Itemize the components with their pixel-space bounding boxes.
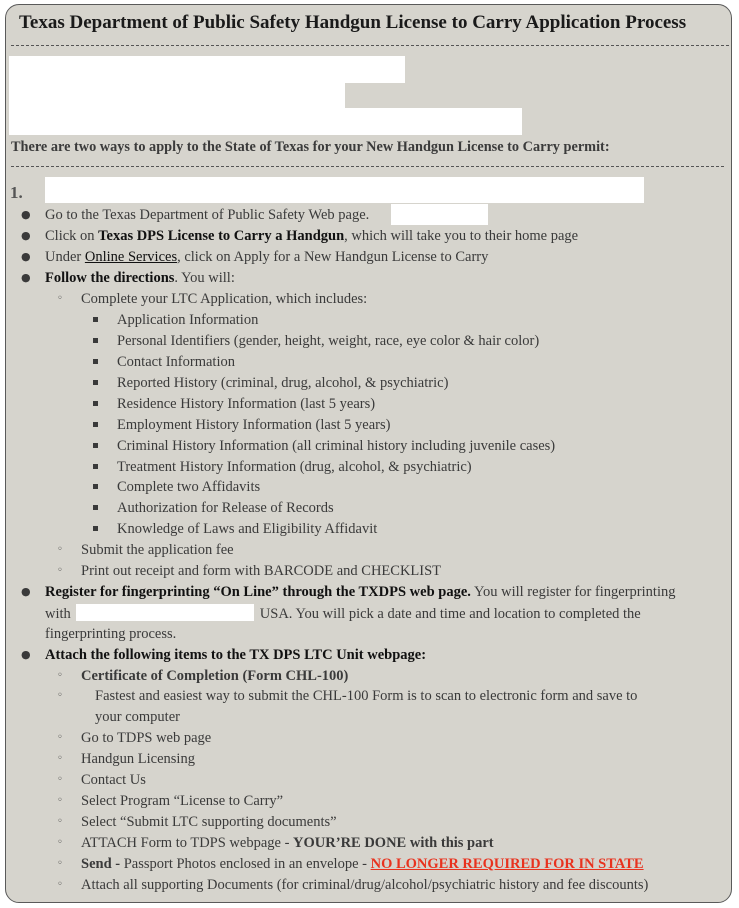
bullet-click-on: Click on Texas DPS License to Carry a Handgun, which will take you to their home page bbox=[45, 228, 579, 244]
dps-link-text[interactable]: Texas DPS License to Carry a Handgun bbox=[98, 228, 345, 244]
bullet-go-to-dps: Go to the Texas Department of Public Safety Web page. bbox=[45, 207, 370, 223]
submit-fee: Submit the application fee bbox=[81, 542, 234, 558]
select-program: Select Program “License to Carry” bbox=[81, 793, 284, 809]
divider bbox=[11, 166, 724, 167]
attach-supporting-docs: Attach all supporting Documents (for criminal/drug/alcohol/psychiatric history and fee discounts) bbox=[81, 877, 649, 893]
list-item: Reported History (criminal, drug, alcohol, & psychiatric) bbox=[117, 375, 449, 391]
handgun-licensing: Handgun Licensing bbox=[81, 751, 195, 767]
goto-tdps: Go to TDPS web page bbox=[81, 730, 212, 746]
document-card: Texas Department of Public Safety Handgun License to Carry Application Process There are two ways to apply to the State of Texas for your New Handgun License to Carry permit: 1. ● Go to the Texas Department of Public Safety Web page. ● Click on Texas DPS License to Carry a Handgun, which will take you to their home page ● Under Online Services, click on Apply for a New Handgun License to Carry ● Follow the directions. You will: ◦ Complete your LTC Application, which includes: Application Information Personal Identifiers (gender, height, weight, race, eye color & hair color) Contact Information Reported History (criminal, drug, alcohol, & psychiatric) Residence History Information (last 5 years) Employment History Information (last 5 years) Criminal History Information (all criminal history including juvenile cases) Treatment History Information (drug, alcohol, & psychiatric) Complete two Affidavits Authorization for Release of Records Knowledge of Laws and Eligibility Affidavit ◦ Submit the application fee ◦ Print out receipt and form with BARCODE and CHECKLIST ● Register for fingerprinting “On Line” through the TXDPS web page. You will register for fingerprinting with USA. You will pick a date and time and location to completed the fingerprinting process. ● Attach the following items to the TX DPS LTC Unit webpage: ◦ Certificate of Completion (Form CHL-100) ◦ Fastest and easiest way to submit the CHL-100 Form is to scan to electronic form and save to your computer ◦ Go to TDPS web page ◦ Handgun Licensing ◦ Contact Us ◦ Select Program “License to Carry” ◦ Select “Submit LTC supporting documents” ◦ ATTACH Form to TDPS webpage - YOUR’RE DONE with this part ◦ Send - Passport Photos enclosed in an envelope - NO LONGER REQUIRED FOR IN STATE ◦ Attach all supporting Documents (for criminal/drug/alcohol/psychiatric history and fee discounts) bbox=[5, 4, 732, 903]
attach-form: ATTACH Form to TDPS webpage - YOUR’RE DONE with this part bbox=[81, 835, 494, 851]
register-line-2: with USA. You will pick a date and time and location to completed the bbox=[45, 606, 641, 622]
redacted-block bbox=[9, 56, 405, 83]
list-item: Contact Information bbox=[117, 354, 235, 370]
list-item: Knowledge of Laws and Eligibility Affidavit bbox=[117, 521, 378, 537]
certificate-item: Certificate of Completion (Form CHL-100) bbox=[81, 668, 349, 684]
redacted-block bbox=[9, 83, 345, 108]
list-item: Treatment History Information (drug, alcohol, & psychiatric) bbox=[117, 459, 472, 475]
bullet-under-online-services: Under Online Services, click on Apply for a New Handgun License to Carry bbox=[45, 249, 489, 265]
list-item: Residence History Information (last 5 years) bbox=[117, 396, 376, 412]
list-item: Criminal History Information (all criminal history including juvenile cases) bbox=[117, 438, 556, 454]
redacted-block bbox=[9, 108, 522, 135]
redacted-link bbox=[391, 204, 488, 225]
page-title: Texas Department of Public Safety Handgun License to Carry Application Process bbox=[19, 12, 687, 33]
redacted-heading bbox=[45, 177, 644, 203]
online-services-link[interactable]: Online Services bbox=[84, 249, 178, 265]
section-number: 1. bbox=[10, 183, 23, 202]
list-item: Employment History Information (last 5 years) bbox=[117, 417, 391, 433]
register-line-3: fingerprinting process. bbox=[45, 626, 177, 642]
intro-text: There are two ways to apply to the State of Texas for your New Handgun License to Carry permit: bbox=[11, 139, 610, 155]
list-item: Personal Identifiers (gender, height, weight, race, eye color & hair color) bbox=[117, 333, 540, 349]
send-photos: Send - Passport Photos enclosed in an envelope - NO LONGER REQUIRED FOR IN STATE bbox=[81, 856, 644, 872]
attach-heading: Attach the following items to the TX DPS LTC Unit webpage: bbox=[45, 647, 427, 663]
fastest-way-text: Fastest and easiest way to submit the CHL-100 Form is to scan to electronic form and save to bbox=[95, 688, 638, 704]
no-longer-required-notice: NO LONGER REQUIRED FOR IN STATE bbox=[370, 856, 644, 872]
list-item: Application Information bbox=[117, 312, 259, 328]
contact-us: Contact Us bbox=[81, 772, 146, 788]
list-item: Complete two Affidavits bbox=[117, 479, 261, 495]
select-submit: Select “Submit LTC supporting documents” bbox=[81, 814, 337, 830]
print-receipt: Print out receipt and form with BARCODE and CHECKLIST bbox=[81, 563, 442, 579]
register-fingerprinting: Register for fingerprinting “On Line” through the TXDPS web page. You will register for fingerprinting bbox=[45, 584, 676, 600]
fastest-way-text-2: your computer bbox=[95, 709, 180, 725]
bullet-follow-directions: Follow the directions. You will: bbox=[45, 270, 235, 286]
list-item: Authorization for Release of Records bbox=[117, 500, 334, 516]
divider bbox=[11, 45, 729, 46]
complete-application: Complete your LTC Application, which includes: bbox=[81, 291, 368, 307]
